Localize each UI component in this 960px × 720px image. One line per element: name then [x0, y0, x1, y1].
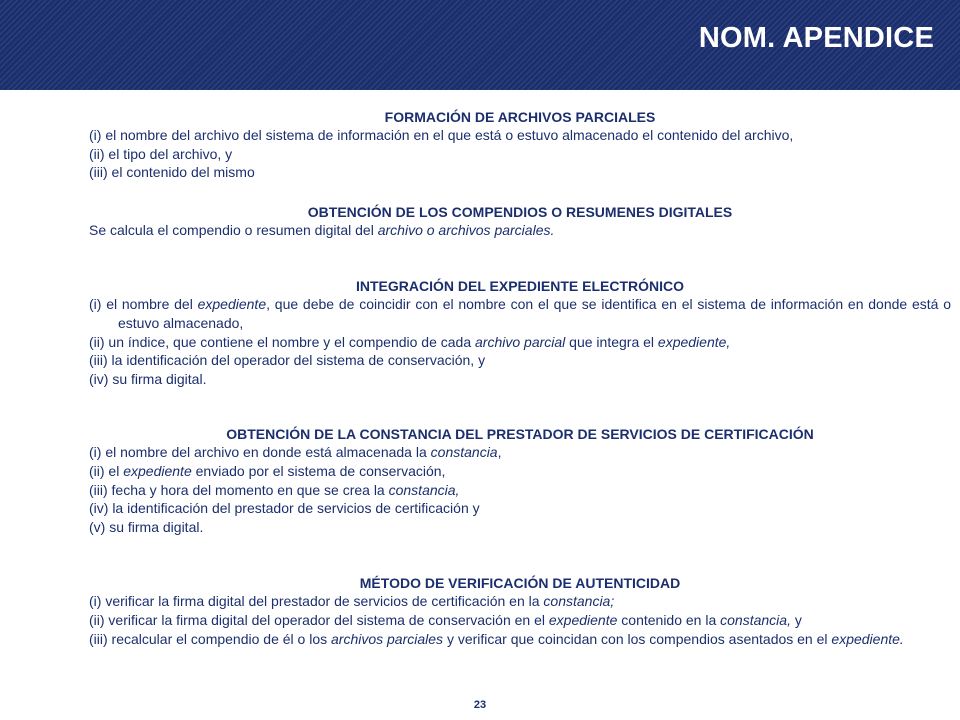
- list-item: [89, 630, 951, 649]
- list-item: [89, 145, 951, 164]
- page-number: 23: [473, 699, 487, 711]
- text-run: (ii) verificar la firma digital del operador del sistema de conservación en el: [89, 611, 549, 628]
- list-item: [89, 481, 951, 500]
- text-run: (iii) el contenido del mismo: [89, 164, 255, 181]
- document-body: [89, 108, 951, 648]
- italic-term: expediente: [548, 611, 618, 628]
- italic-term: constancia;: [543, 593, 615, 610]
- paragraph: [89, 221, 951, 240]
- text-run: , que debe de coincidir con el nombre con el que se identifica en el sistema de información en donde está o estuvo almacenado,: [118, 296, 951, 331]
- section-obtencion-compendios: [89, 203, 951, 240]
- list-item: [89, 295, 951, 332]
- text-run: (iii) recalcular el compendio de él o los: [89, 630, 331, 647]
- text-run: enviado por el sistema de conservación,: [191, 462, 446, 479]
- section-metodo-verificacion: [89, 574, 951, 648]
- list-item: [89, 499, 951, 518]
- text-run: (ii) el: [89, 462, 124, 479]
- italic-term: expediente: [197, 296, 267, 313]
- text-run: contenido en la: [617, 611, 721, 628]
- italic-term: constancia: [430, 444, 498, 461]
- list-item: [89, 163, 951, 182]
- text-run: ,: [497, 444, 502, 461]
- header-band: [0, 0, 960, 90]
- text-run: que integra el: [565, 333, 658, 350]
- italic-term: constancia,: [388, 481, 460, 498]
- text-run: (ii) un índice, que contiene el nombre y el compendio de cada: [89, 333, 476, 350]
- text-run: y verificar que coincidan con los compendios asentados en el: [443, 630, 832, 647]
- text-run: (i) el nombre del: [89, 296, 198, 313]
- section-heading: OBTENCIÓN DE LOS COMPENDIOS O RESUMENES DIGITALES: [307, 203, 733, 220]
- text-run: (i) el nombre del archivo en donde está almacenada la: [89, 444, 431, 461]
- section-formacion-archivos: [89, 108, 951, 182]
- list-item: [89, 462, 951, 481]
- text-run: (iv) la identificación del prestador de servicios de certificación y: [89, 500, 480, 517]
- list-item: [89, 351, 951, 370]
- section-heading: INTEGRACIÓN DEL EXPEDIENTE ELECTRÓNICO: [356, 278, 684, 295]
- text-run: (iii) la identificación del operador del sistema de conservación, y: [89, 352, 486, 369]
- section-heading: OBTENCIÓN DE LA CONSTANCIA DEL PRESTADOR DE SERVICIOS DE CERTIFICACIÓN: [226, 426, 814, 443]
- italic-term: expediente.: [831, 630, 904, 647]
- text-run: Se calcula el compendio o resumen digital del: [89, 221, 378, 238]
- list-item: [89, 592, 951, 611]
- list-item: [89, 126, 951, 145]
- list-item: [89, 443, 951, 462]
- section-heading: FORMACIÓN DE ARCHIVOS PARCIALES: [384, 109, 656, 125]
- italic-term: constancia,: [720, 611, 791, 628]
- list-item: [89, 370, 951, 389]
- italic-term: archivo parcial: [475, 333, 566, 350]
- section-integracion-expediente: [89, 277, 951, 388]
- text-run: y: [790, 611, 802, 628]
- italic-term: archivos parciales: [331, 630, 444, 647]
- italic-term: expediente: [123, 462, 192, 479]
- italic-term: expediente,: [657, 333, 731, 350]
- italic-term: archivo o archivos parciales.: [377, 221, 555, 238]
- list-item: [89, 518, 951, 537]
- page-title: NOM. APENDICE: [698, 22, 934, 54]
- section-heading: MÉTODO DE VERIFICACIÓN DE AUTENTICIDAD: [359, 575, 681, 592]
- text-run: (v) su firma digital.: [89, 518, 204, 535]
- list-item: [89, 611, 951, 630]
- text-run: (i) el nombre del archivo del sistema de información en el que está o estuvo almacenado el contenido del archivo,: [89, 127, 794, 143]
- text-run: (iv) su firma digital.: [89, 370, 207, 387]
- text-run: (i) verificar la firma digital del prestador de servicios de certificación en la: [89, 593, 544, 610]
- list-item: [89, 333, 951, 352]
- section-obtencion-constancia: [89, 425, 951, 536]
- text-run: (ii) el tipo del archivo, y: [89, 145, 233, 162]
- text-run: (iii) fecha y hora del momento en que se crea la: [89, 481, 389, 498]
